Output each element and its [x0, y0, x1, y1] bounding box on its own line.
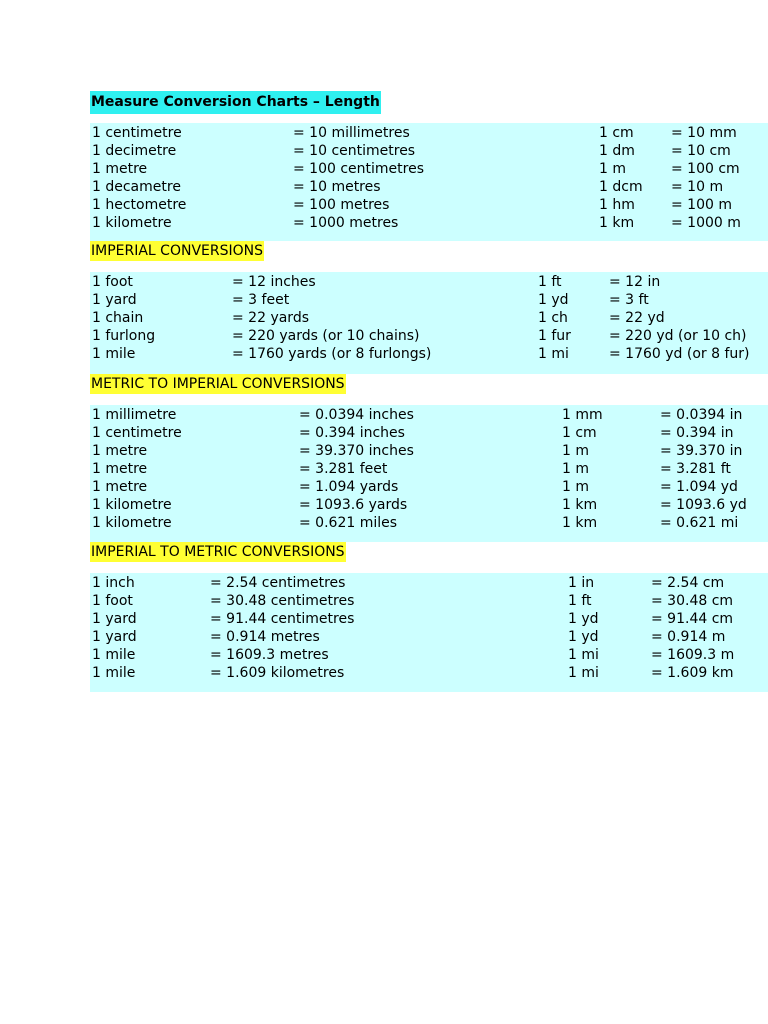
abbr-cell: 1 mi: [568, 665, 599, 681]
table-row: [90, 214, 768, 232]
equivalent-cell: = 100 metres: [293, 197, 390, 213]
imperial-to-metric-table: [90, 573, 768, 692]
equivalent-cell: = 10 centimetres: [293, 143, 416, 159]
unit-cell: 1 yard: [92, 629, 137, 645]
abbr-equivalent-cell: = 3.281 ft: [660, 461, 731, 477]
unit-cell: 1 metre: [92, 461, 148, 477]
abbr-equivalent-cell: = 12 in: [609, 274, 661, 290]
abbr-equivalent-cell: = 220 yd (or 10 ch): [609, 328, 747, 344]
unit-cell: 1 kilometre: [92, 215, 172, 231]
abbr-equivalent-cell: = 30.48 cm: [651, 593, 734, 609]
abbr-equivalent-cell: = 100 cm: [671, 161, 740, 177]
equivalent-cell: = 1093.6 yards: [299, 497, 408, 513]
unit-cell: 1 kilometre: [92, 515, 172, 531]
abbr-equivalent-cell: = 0.394 in: [660, 425, 734, 441]
table-row: [90, 309, 768, 327]
abbr-cell: 1 mm: [562, 407, 603, 423]
unit-cell: 1 foot: [92, 274, 133, 290]
equivalent-cell: = 1760 yards (or 8 furlongs): [232, 346, 432, 362]
unit-cell: 1 centimetre: [92, 425, 182, 441]
abbr-cell: 1 in: [568, 575, 595, 591]
unit-cell: 1 foot: [92, 593, 133, 609]
equivalent-cell: = 100 centimetres: [293, 161, 425, 177]
abbr-cell: 1 m: [562, 479, 589, 495]
table-row: [90, 178, 768, 196]
unit-cell: 1 kilometre: [92, 497, 172, 513]
unit-cell: 1 yard: [92, 292, 137, 308]
unit-cell: 1 mile: [92, 647, 136, 663]
abbr-equivalent-cell: = 1760 yd (or 8 fur): [609, 346, 750, 362]
equivalent-cell: = 30.48 centimetres: [210, 593, 355, 609]
table-row: [90, 442, 768, 460]
equivalent-cell: = 0.0394 inches: [299, 407, 414, 423]
unit-cell: 1 millimetre: [92, 407, 177, 423]
table-row: [90, 291, 768, 309]
abbr-cell: 1 km: [562, 497, 598, 513]
equivalent-cell: = 1.609 kilometres: [210, 665, 345, 681]
equivalent-cell: = 0.914 metres: [210, 629, 320, 645]
table-row: [90, 345, 768, 363]
abbr-equivalent-cell: = 22 yd: [609, 310, 665, 326]
table-row: [90, 628, 768, 646]
abbr-cell: 1 mi: [568, 647, 599, 663]
table-row: [90, 460, 768, 478]
equivalent-cell: = 39.370 inches: [299, 443, 414, 459]
abbr-equivalent-cell: = 1093.6 yd: [660, 497, 747, 513]
unit-cell: 1 metre: [92, 443, 148, 459]
equivalent-cell: = 0.394 inches: [299, 425, 405, 441]
metric-to-imperial-heading: METRIC TO IMPERIAL CONVERSIONS: [91, 376, 345, 392]
abbr-cell: 1 yd: [538, 292, 569, 308]
page-title: Measure Conversion Charts – Length: [90, 91, 381, 114]
abbr-equivalent-cell: = 3 ft: [609, 292, 649, 308]
abbr-cell: 1 dm: [599, 143, 635, 159]
imperial-heading: IMPERIAL CONVERSIONS: [91, 243, 263, 259]
table-row: [90, 142, 768, 160]
abbr-cell: 1 ft: [568, 593, 592, 609]
table-row: [90, 496, 768, 514]
metric-table: [90, 123, 768, 241]
abbr-cell: 1 m: [562, 443, 589, 459]
table-row: [90, 196, 768, 214]
table-row: [90, 592, 768, 610]
abbr-cell: 1 dcm: [599, 179, 643, 195]
table-row: [90, 514, 768, 532]
equivalent-cell: = 1000 metres: [293, 215, 399, 231]
abbr-equivalent-cell: = 0.0394 in: [660, 407, 743, 423]
abbr-cell: 1 cm: [562, 425, 597, 441]
unit-cell: 1 centimetre: [92, 125, 182, 141]
table-row: [90, 424, 768, 442]
abbr-cell: 1 yd: [568, 629, 599, 645]
imperial-table: [90, 272, 768, 374]
table-row: [90, 664, 768, 682]
unit-cell: 1 furlong: [92, 328, 156, 344]
table-row: [90, 610, 768, 628]
abbr-equivalent-cell: = 0.621 mi: [660, 515, 739, 531]
abbr-cell: 1 hm: [599, 197, 635, 213]
abbr-equivalent-cell: = 100 m: [671, 197, 732, 213]
abbr-equivalent-cell: = 1.094 yd: [660, 479, 738, 495]
equivalent-cell: = 1609.3 metres: [210, 647, 329, 663]
abbr-cell: 1 km: [599, 215, 635, 231]
abbr-cell: 1 mi: [538, 346, 569, 362]
abbr-equivalent-cell: = 0.914 m: [651, 629, 726, 645]
abbr-cell: 1 m: [562, 461, 589, 477]
abbr-cell: 1 ch: [538, 310, 568, 326]
equivalent-cell: = 3 feet: [232, 292, 290, 308]
equivalent-cell: = 12 inches: [232, 274, 316, 290]
table-row: [90, 646, 768, 664]
equivalent-cell: = 0.621 miles: [299, 515, 398, 531]
equivalent-cell: = 22 yards: [232, 310, 309, 326]
unit-cell: 1 chain: [92, 310, 144, 326]
unit-cell: 1 hectometre: [92, 197, 187, 213]
equivalent-cell: = 91.44 centimetres: [210, 611, 355, 627]
abbr-cell: 1 km: [562, 515, 598, 531]
unit-cell: 1 yard: [92, 611, 137, 627]
unit-cell: 1 metre: [92, 161, 148, 177]
abbr-cell: 1 ft: [538, 274, 562, 290]
equivalent-cell: = 2.54 centimetres: [210, 575, 346, 591]
equivalent-cell: = 3.281 feet: [299, 461, 388, 477]
abbr-equivalent-cell: = 10 mm: [671, 125, 737, 141]
unit-cell: 1 metre: [92, 479, 148, 495]
unit-cell: 1 decametre: [92, 179, 181, 195]
abbr-equivalent-cell: = 10 m: [671, 179, 724, 195]
equivalent-cell: = 10 metres: [293, 179, 381, 195]
equivalent-cell: = 10 millimetres: [293, 125, 410, 141]
abbr-cell: 1 m: [599, 161, 626, 177]
abbr-equivalent-cell: = 91.44 cm: [651, 611, 734, 627]
table-row: [90, 273, 768, 291]
equivalent-cell: = 1.094 yards: [299, 479, 399, 495]
unit-cell: 1 inch: [92, 575, 135, 591]
table-row: [90, 574, 768, 592]
table-row: [90, 406, 768, 424]
abbr-equivalent-cell: = 1609.3 m: [651, 647, 735, 663]
table-row: [90, 478, 768, 496]
table-row: [90, 124, 768, 142]
abbr-equivalent-cell: = 1000 m: [671, 215, 741, 231]
unit-cell: 1 decimetre: [92, 143, 177, 159]
abbr-equivalent-cell: = 10 cm: [671, 143, 731, 159]
abbr-equivalent-cell: = 2.54 cm: [651, 575, 725, 591]
equivalent-cell: = 220 yards (or 10 chains): [232, 328, 420, 344]
table-row: [90, 160, 768, 178]
abbr-cell: 1 fur: [538, 328, 571, 344]
abbr-equivalent-cell: = 39.370 in: [660, 443, 743, 459]
table-row: [90, 327, 768, 345]
unit-cell: 1 mile: [92, 346, 136, 362]
imperial-to-metric-heading: IMPERIAL TO METRIC CONVERSIONS: [91, 544, 345, 560]
abbr-cell: 1 cm: [599, 125, 634, 141]
metric-to-imperial-table: [90, 405, 768, 542]
unit-cell: 1 mile: [92, 665, 136, 681]
abbr-equivalent-cell: = 1.609 km: [651, 665, 734, 681]
abbr-cell: 1 yd: [568, 611, 599, 627]
